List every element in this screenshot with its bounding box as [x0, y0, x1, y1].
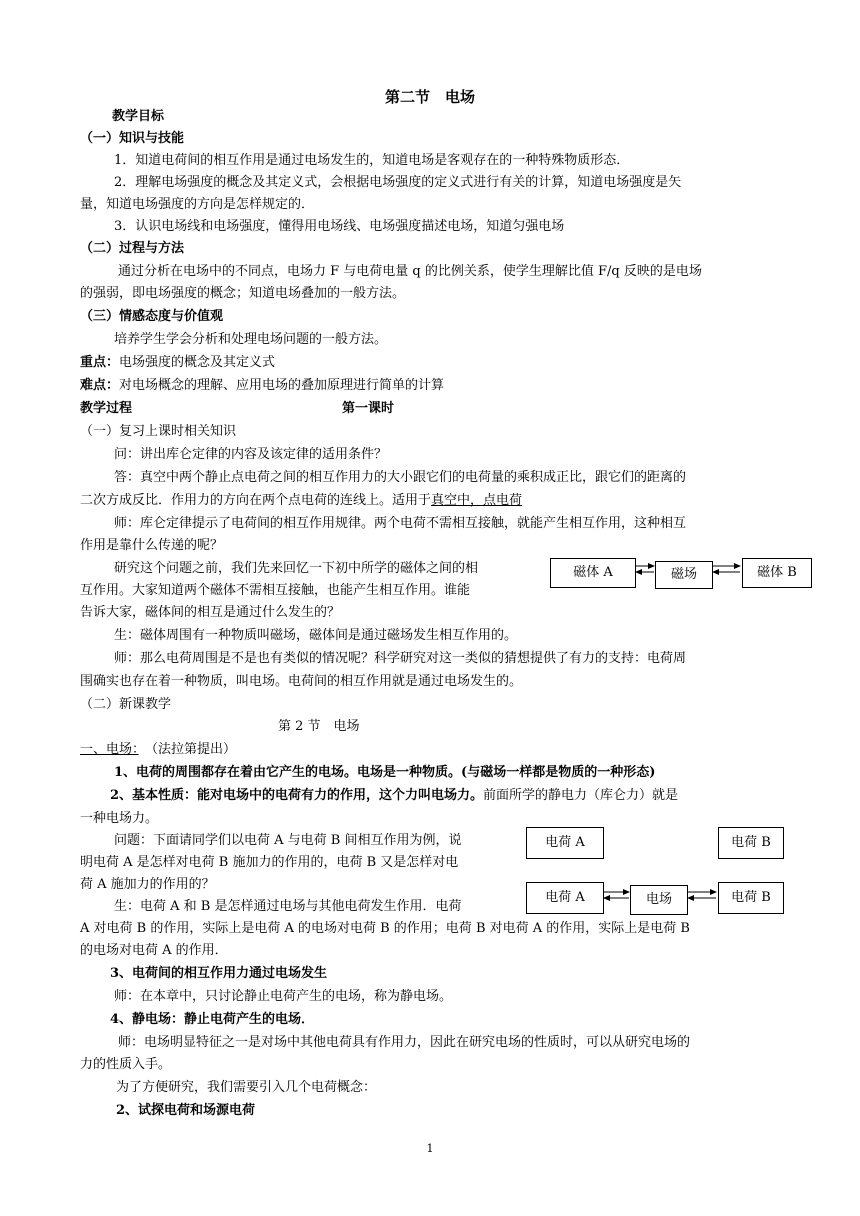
charge-a-box: 电荷 A [526, 827, 604, 859]
paragraph-line: 3、电荷间的相互作用力通过电场发生 [110, 966, 328, 981]
subsection-heading: （三）情感态度与价值观 [80, 309, 224, 324]
paragraph-line: 为了方便研究，我们需要引入几个电荷概念： [116, 1080, 377, 1095]
lesson-heading: 第一课时 [342, 401, 395, 416]
paragraph-text: （法拉第提出） [151, 742, 237, 757]
paragraph-line: 答：真空中两个静止点电荷之间的相互作用力的大小跟它们的电荷量的乘积成正比，跟它们的距离的 [114, 470, 687, 485]
key-point-label: 重点： [80, 355, 120, 370]
magnet-a-box: 磁体 A [550, 558, 636, 588]
key-point-line [80, 354, 275, 372]
paragraph-line: A 对电荷 B 的作用，实际上是电荷 A 的电场对电荷 B 的作用；电荷 B 对电荷 A 的作用，实际上是电荷 B [80, 921, 690, 936]
paragraph-line: 问题：下面请同学们以电荷 A 与电荷 B 间相互作用为例，说 [114, 833, 462, 848]
paragraph-line: 围确实也存在着一种物质，叫电场。电荷间的相互作用就是通过电场发生的。 [80, 674, 523, 689]
paragraph-line: 1、电荷的周围都存在着由它产生的电场。电场是一种物质。(与磁场一样都是物质的一种形态) [114, 765, 656, 780]
paragraph-line: 生：磁体周围有一种物质叫磁场，磁体间是通过磁场发生相互作用的。 [114, 628, 518, 643]
charge-b-box: 电荷 B [718, 882, 784, 914]
paragraph-line: 明电荷 A 是怎样对电荷 B 施加力的作用的，电荷 B 又是怎样对电 [80, 855, 459, 870]
subsection-heading: （二）过程与方法 [80, 241, 185, 256]
paragraph-line: 1．知道电荷间的相互作用是通过电场发生的，知道电场是客观存在的一种特殊物质形态． [114, 153, 630, 168]
paragraph-line: 互作用。大家知道两个磁体不需相互接触，也能产生相互作用。谁能 [80, 583, 471, 598]
paragraph-line: 3．认识电场线和电场强度，懂得用电场线、电场强度描述电场，知道匀强电场 [114, 219, 565, 234]
electric-field-box: 电场 [630, 885, 688, 915]
paragraph-line: 的电场对电荷 A 的作用． [80, 943, 228, 958]
paragraph-line: 的强弱，即电场强度的概念；知道电场叠加的一般方法。 [80, 286, 406, 301]
charge-a-box: 电荷 A [526, 882, 604, 914]
paragraph-line: 师：电场明显特征之一是对场中其他电荷具有作用力，因此在研究电场的性质时，可以从研究电场的 [118, 1035, 691, 1050]
section-heading: 教学过程 [80, 401, 133, 416]
paragraph-line: 荷 A 施加力的作用的？ [80, 877, 215, 892]
paragraph-line: （一）复习上课时相关知识 [80, 424, 237, 439]
paragraph-line: 研究这个问题之前，我们先来回忆一下初中所学的磁体之间的相 [114, 561, 479, 576]
difficulty-label: 难点： [80, 378, 120, 393]
key-point-text: 电场强度的概念及其定义式 [119, 355, 276, 370]
paragraph-line [110, 787, 678, 805]
paragraph-line: 4、静电场：静止电荷产生的电场． [110, 1012, 315, 1027]
paragraph-line: 师：在本章中，只讨论静止电荷产生的电场，称为静电场。 [114, 989, 453, 1004]
difficulty-line [80, 377, 444, 395]
charge-b-box: 电荷 B [718, 827, 784, 859]
paragraph-line [80, 492, 522, 510]
paragraph-line: 力的性质入手。 [80, 1057, 172, 1072]
page-title: 第二节 电场 [384, 88, 475, 106]
paragraph-line: 2、试探电荷和场源电荷 [116, 1103, 256, 1118]
paragraph-line: 2．理解电场强度的概念及其定义式，会根据电场强度的定义式进行有关的计算，知道电场强度是矢 [114, 175, 682, 190]
subsection-heading: （一）知识与技能 [80, 131, 185, 146]
paragraph-line [80, 741, 236, 759]
paragraph-line: 通过分析在电场中的不同点，电场力 F 与电荷电量 q 的比例关系，使学生理解比值 F/q 反映的是电场 [118, 264, 702, 279]
section-heading: 教学目标 [112, 109, 165, 124]
paragraph-line: 生：电荷 A 和 B 是怎样通过电场与其他电荷发生作用．电荷 [114, 899, 462, 914]
magnet-b-box: 磁体 B [742, 558, 812, 588]
bold-text: 2、基本性质：能对电场中的电荷有力的作用，这个力叫电场力。 [110, 788, 484, 803]
paragraph-line: （二）新课教学 [80, 697, 172, 712]
paragraph-line: 师：库仑定律提示了电荷间的相互作用规律。两个电荷不需相互接触，就能产生相互作用，这种相互 [114, 516, 687, 531]
paragraph-line: 量，知道电场强度的方向是怎样规定的． [80, 197, 315, 212]
magnetic-field-box: 磁场 [655, 561, 713, 589]
paragraph-text: 二次方成反比．作用力的方向在两个点电荷的连线上。适用于 [80, 493, 432, 508]
paragraph-line: 作用是靠什么传递的呢？ [80, 538, 224, 553]
paragraph-line: 培养学生学会分析和处理电场问题的一般方法。 [114, 332, 388, 347]
difficulty-text: 对电场概念的理解、应用电场的叠加原理进行简单的计算 [119, 378, 445, 393]
paragraph-line: 一种电场力。 [80, 811, 159, 826]
page-number: 1 [426, 1142, 434, 1155]
paragraph-line: 问：讲出库仑定律的内容及该定律的适用条件？ [114, 447, 388, 462]
paragraph-text: 前面所学的静电力（库仑力）就是 [483, 788, 679, 803]
lesson-subtitle: 第 2 节 电场 [278, 719, 360, 734]
underlined-heading: 一、电场： [80, 742, 139, 757]
paragraph-line: 师：那么电荷周围是不是也有类似的情况呢？科学研究对这一类似的猜想提供了有力的支持：电荷周 [114, 651, 687, 666]
paragraph-line: 告诉大家，磁体间的相互是通过什么发生的？ [80, 605, 341, 620]
underlined-text: 真空中，点电荷 [431, 493, 523, 508]
